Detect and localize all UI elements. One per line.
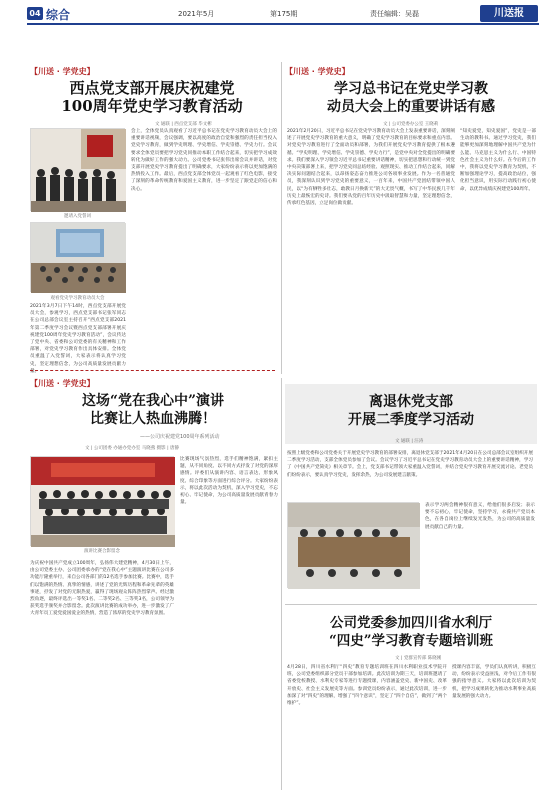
article1-photo2-caption: 观看党史学习教育动员大会	[50, 296, 105, 301]
article5-title	[285, 614, 537, 650]
article5-body-right: 授课内容丰富，学员们认真听讲，积极互动，纷纷表示受益匪浅，对今后工作有很强的指导意义。大家将以此次培训为契机，把学习成果转化为推动水利事业高质量发展的强大动力。	[452, 665, 536, 699]
article1-title-line1: 西点党支部开展庆祝建党	[69, 79, 235, 97]
page-header	[0, 0, 558, 22]
article1-byline: 文 通联 | 西点党支部 毕文彬	[155, 122, 212, 127]
article2-title-line1: 学习总书记在党史学习教	[334, 81, 488, 97]
article2-byline: 文 | 公司党委办公室 王晓莉	[383, 122, 439, 127]
article1-body-left: 2021年3月7日下午14时，西点党支部开展党员大会，参观学习，西点党支部书记张军同志在公司总部会议室主持召开“西点党支部2021年第二季度学习会议暨西点党支部部署开展庆祝建党100周年党史学习教育活动”，会议传达了党中央、省委和公司党委的有关精神和工作部署，对党史学习教育作出具体安排。全体党员重温了入党誓词，大家表示将认真学习党史，坚定理想信念，为公司高质量发展贡献力量。	[30, 304, 126, 374]
article2-column-tag: 【川送 · 学党史】	[285, 67, 350, 76]
article3-title	[27, 392, 279, 428]
header-rule	[27, 23, 539, 25]
article1-title-line2: 100周年党史学习教育活动	[61, 97, 243, 115]
issue-date: 2021年5月	[178, 10, 215, 18]
article3-title-line2: 比赛让人热血沸腾！	[90, 411, 216, 427]
article1-divider	[30, 370, 275, 371]
article4-title-line1: 离退休党支部	[369, 394, 453, 410]
article5-byline: 文 | 党群宣传部 陈晓刚	[395, 656, 442, 661]
article3-photo-caption: 演讲比赛合影留念	[84, 549, 120, 554]
article4-byline: 文 通联 | 汪涛	[395, 439, 424, 444]
article4-body-right: 表示学习两会精神很有意义，给他们很多启发；表示要不忘初心，牢记使命，坚持学习，永葆共产党员本色，在各自岗位上继续发光发热，为公司的高质量发展贡献自己的力量。	[425, 503, 535, 530]
article3-column-tag: 【川送 · 学党史】	[30, 379, 95, 388]
article3-photo-group	[30, 456, 174, 546]
article2-body: 2021年2月20日，习近平总书记在党史学习教育动员大会上发表重要讲话，深刻阐述了开展党史学习教育的重大意义，明确了党史学习教育的目标要求和重点内容。对党史学习教育进行了全面动员和部署，为我们开展党史学习教育提供了根本遵循。“学史明理、学史增信、学史崇德、学史力行”，是党中央对全党提出的明确要求。我们要深入学习领会习近平总书记重要讲话精神，切实把思想和行动统一到党中央决策部署上来，把学习党史同总结经验、观照现实、推动工作结合起来，同解决实际问题结合起来，以昂扬姿态奋力推进公司各项事业发展。作为一名普通党员，我深刻认识到学习党史的重要意义，一百年来，中国共产党团结带领中国人民，以“为有牺牲多壮志，敢教日月换新天”的大无畏气概，书写了中华民族几千年历史上最恢宏的史诗。我们要从党的百年历史中汲取智慧和力量，坚定理想信念，传承红色基因，立足岗位做贡献。	[287, 129, 455, 207]
article5-title-line2: “四史”学习教育专题培训班	[328, 633, 494, 649]
article3-title-line1: 这场“党在我心中”演讲	[81, 393, 225, 409]
article5-title-line1: 公司党委参加四川省水利厅	[330, 615, 492, 631]
article1-body-right: 会上，全体党员认真观看了习近平总书记在党史学习教育动员大会上的重要讲话视频，会议强调，要以高度的政治自觉和强烈的责任担当投入党史学习教育，做到学史明理、学史增信、学史崇德、学史力行。会议要求全体党员要把学习党史同推动本职工作结合起来，切实把学习成效转化为做好工作的强大动力。公司党委书记张伟出席会议并讲话，对党支部开展党史学习教育提出了明确要求，大家纷纷表示将以更加饱满的热情投入工作。最后，西点党支部全体党员一起观看了红色电影，接受了深刻的革命传统教育和爱国主义教育，进一步坚定了跟党走的信心和决心。	[131, 129, 277, 192]
article4-body: 按照上级党委和公司党委关于开展党史学习教育的部署安排，离退休党支部于2021年4月20日在公司总部会议室组织开展二季度学习活动，支部全体党员参加了会议。会议学习了习近平总书记在党史学习教育动员大会上的重要讲话精神，学习了《中国共产党简史》相关章节。会上，党支部书记带领大家重温入党誓词，并结合党史学习教育开展交流讨论。老党员们纷纷表示，要认真学习党史，发挥余热，为公司发展建言献策。	[287, 451, 533, 478]
article2-title	[285, 80, 537, 116]
article4-title-line2: 开展二季度学习活动	[348, 412, 474, 428]
article1-photo-meeting	[30, 222, 125, 292]
article3-byline: 文 | 公司团委 办通办党办室 马晓燕 摄影 | 唐静	[85, 446, 180, 451]
article5-body: 4月28日，四川省水利厅“四史”教育专题培训班在四川水利职业技术学院开班，公司党委组织部分党员干部参加培训。此次培训为期三天，培训班邀请了省委党校教授、水利史专家等进行专题授课，内容涵盖党史、新中国史、改革开放史、社会主义发展史等方面。参训党员纷纷表示，通过此次培训，进一步加深了对“四史”的理解，增强了“四个意识”，坚定了“四个自信”，做到了“两个维护”。	[287, 665, 447, 707]
article3-subtitle: ——公司庆祝建党100周年系列活动	[140, 434, 220, 440]
column-divider-top	[281, 62, 282, 374]
article4-photo-meeting	[287, 502, 419, 588]
article4-title	[285, 393, 537, 429]
section-title: 综合	[46, 8, 71, 22]
article1-title	[27, 79, 277, 115]
column-divider-bottom	[281, 378, 282, 790]
article1-column-tag: 【川送 · 学党史】	[30, 67, 95, 76]
article1-photo-oath	[30, 128, 125, 211]
editor-credit: 责任编辑：吴磊	[370, 10, 419, 18]
article2-body-right: “知史爱党，知史爱国”，党史是一部生动的教科书。通过学习党史，我们能够更加深刻地理解中国共产党为什么能、马克思主义为什么行、中国特色社会主义为什么好。在今后的工作中，我将以党史学习教育为契机，不断加强理论学习，提高政治站位，强化担当意识，用实际行动践行初心使命，以优异成绩庆祝建党100周年。	[460, 129, 536, 192]
issue-number: 第175期	[270, 10, 298, 18]
article1-photo1-caption: 邀请入党誓词	[64, 214, 91, 219]
article3-body-right: 比赛现场气氛热烈，选手们精神饱满，紧扣主题，从不同角度、以不同方式抒发了对党的深厚感情。评委们从演讲内容、语言表达、形象风度、综合印象等方面进行综合评分。大家纷纷表示，将以此次活动为契机，深入学习党史，不忘初心、牢记使命，为公司高质量发展贡献青春力量。	[180, 457, 278, 506]
article5-top-rule	[285, 604, 537, 605]
page-number: 04	[27, 7, 43, 20]
masthead-logo: 川送报	[480, 5, 538, 22]
article2-title-line2: 动员大会上的重要讲话有感	[327, 99, 495, 115]
article3-body: 为庆祝中国共产党成立100周年，弘扬伟大建党精神，4月30日上午，由公司党委主办、公司团委承办的“党在我心中”主题演讲比赛在公司多功能厅隆重举行，来自公司各部门的12名选手参加比赛。比赛中，选手们以饱满的热情、真挚的情感，讲述了党的光辉历程和革命先辈的英雄事迹，抒发了对党的无限热爱，赢得了现场观众阵阵热烈掌声。经过激烈角逐，最终评选出一等奖1名、二等奖2名、三等奖3名，公司领导为获奖选手颁奖并合影留念。此次演讲比赛的成功举办，进一步激发了广大青年员工爱党爱国爱企的热情，营造了浓厚的党史学习教育氛围。	[30, 561, 174, 617]
